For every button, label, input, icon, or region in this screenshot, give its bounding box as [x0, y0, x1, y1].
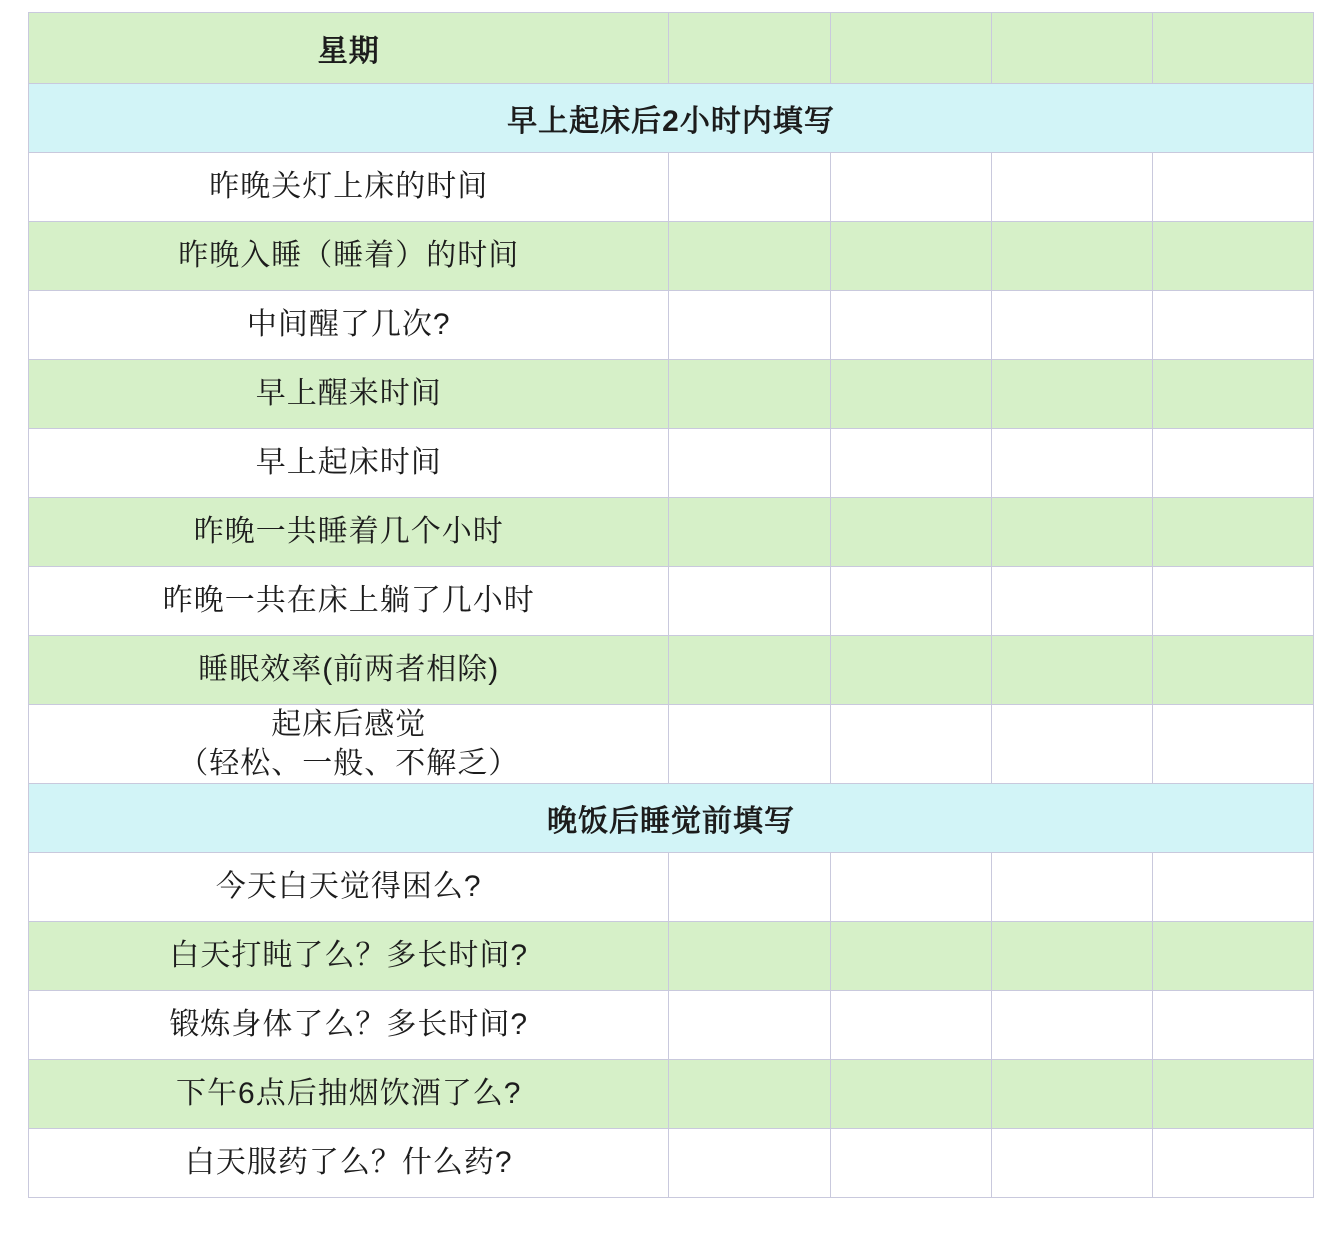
entry-cell[interactable]	[991, 429, 1152, 498]
entry-cell[interactable]	[830, 1060, 991, 1129]
table-row	[29, 360, 1314, 429]
section-banner-morning: 早上起床后2小时内填写	[29, 84, 1314, 153]
entry-cell[interactable]	[669, 636, 830, 705]
entry-cell[interactable]	[830, 705, 991, 784]
entry-cell[interactable]	[830, 567, 991, 636]
entry-cell[interactable]	[991, 291, 1152, 360]
row-label-daytime-sleepiness: 今天白天觉得困么?	[29, 853, 669, 922]
entry-cell[interactable]	[669, 153, 830, 222]
table-row	[29, 636, 1314, 705]
entry-cell[interactable]	[1152, 853, 1313, 922]
entry-cell[interactable]	[669, 1129, 830, 1198]
entry-cell[interactable]	[1152, 922, 1313, 991]
entry-cell[interactable]	[991, 153, 1152, 222]
table-row	[29, 429, 1314, 498]
entry-cell[interactable]	[830, 636, 991, 705]
entry-cell[interactable]	[1152, 222, 1313, 291]
entry-cell[interactable]	[669, 498, 830, 567]
entry-cell[interactable]	[991, 1060, 1152, 1129]
entry-cell[interactable]	[669, 922, 830, 991]
section-banner-evening: 晚饭后睡觉前填写	[29, 784, 1314, 853]
entry-cell[interactable]	[669, 360, 830, 429]
row-label-morning-wake-time: 早上醒来时间	[29, 360, 669, 429]
row-label-feeling-after-waking-line1: 起床后感觉	[271, 708, 427, 741]
entry-cell[interactable]	[991, 636, 1152, 705]
row-label-awakenings-count: 中间醒了几次?	[29, 291, 669, 360]
entry-cell[interactable]	[830, 498, 991, 567]
entry-cell[interactable]	[991, 222, 1152, 291]
table-row	[29, 291, 1314, 360]
entry-cell[interactable]	[991, 567, 1152, 636]
entry-cell[interactable]	[669, 429, 830, 498]
entry-cell[interactable]	[669, 1060, 830, 1129]
entry-cell[interactable]	[830, 153, 991, 222]
entry-cell[interactable]	[1152, 429, 1313, 498]
entry-cell[interactable]	[669, 991, 830, 1060]
entry-cell[interactable]	[830, 360, 991, 429]
header-day-cell-2[interactable]	[830, 13, 991, 84]
entry-cell[interactable]	[830, 222, 991, 291]
entry-cell[interactable]	[669, 222, 830, 291]
entry-cell[interactable]	[830, 991, 991, 1060]
entry-cell[interactable]	[1152, 291, 1313, 360]
entry-cell[interactable]	[1152, 153, 1313, 222]
entry-cell[interactable]	[1152, 705, 1313, 784]
entry-cell[interactable]	[669, 853, 830, 922]
section-banner-row-evening	[29, 784, 1314, 853]
table-row	[29, 153, 1314, 222]
row-label-sleep-efficiency: 睡眠效率(前两者相除)	[29, 636, 669, 705]
table-row	[29, 705, 1314, 784]
header-label-cell: 星期	[29, 13, 669, 84]
table-row	[29, 922, 1314, 991]
entry-cell[interactable]	[991, 705, 1152, 784]
row-label-fell-asleep-time: 昨晚入睡（睡着）的时间	[29, 222, 669, 291]
table-row	[29, 498, 1314, 567]
row-label-medication: 白天服药了么？什么药?	[29, 1129, 669, 1198]
row-label-exercise: 锻炼身体了么？多长时间?	[29, 991, 669, 1060]
table-header-row	[29, 13, 1314, 84]
row-label-daytime-nap: 白天打盹了么？多长时间?	[29, 922, 669, 991]
entry-cell[interactable]	[991, 360, 1152, 429]
table-row	[29, 853, 1314, 922]
entry-cell[interactable]	[991, 853, 1152, 922]
entry-cell[interactable]	[669, 291, 830, 360]
table-row	[29, 567, 1314, 636]
entry-cell[interactable]	[669, 567, 830, 636]
entry-cell[interactable]	[991, 498, 1152, 567]
entry-cell[interactable]	[830, 429, 991, 498]
header-day-cell-3[interactable]	[991, 13, 1152, 84]
sleep-diary-table	[28, 12, 1314, 1198]
entry-cell[interactable]	[1152, 567, 1313, 636]
entry-cell[interactable]	[1152, 1060, 1313, 1129]
entry-cell[interactable]	[1152, 498, 1313, 567]
header-day-cell-1[interactable]	[669, 13, 830, 84]
row-label-bedtime-lights-off: 昨晚关灯上床的时间	[29, 153, 669, 222]
header-day-cell-4[interactable]	[1152, 13, 1313, 84]
table-row	[29, 1129, 1314, 1198]
entry-cell[interactable]	[830, 922, 991, 991]
section-banner-row-morning	[29, 84, 1314, 153]
table-row	[29, 991, 1314, 1060]
row-label-smoking-drinking-after-6pm: 下午6点后抽烟饮酒了么?	[29, 1060, 669, 1129]
entry-cell[interactable]	[830, 1129, 991, 1198]
entry-cell[interactable]	[1152, 636, 1313, 705]
entry-cell[interactable]	[669, 705, 830, 784]
table-row	[29, 1060, 1314, 1129]
entry-cell[interactable]	[1152, 1129, 1313, 1198]
entry-cell[interactable]	[830, 853, 991, 922]
row-label-feeling-after-waking	[29, 705, 669, 784]
entry-cell[interactable]	[991, 991, 1152, 1060]
row-label-total-sleep-hours: 昨晚一共睡着几个小时	[29, 498, 669, 567]
entry-cell[interactable]	[830, 291, 991, 360]
entry-cell[interactable]	[1152, 991, 1313, 1060]
table-row	[29, 222, 1314, 291]
row-label-feeling-after-waking-line2: （轻松、一般、不解乏）	[178, 747, 520, 780]
entry-cell[interactable]	[1152, 360, 1313, 429]
entry-cell[interactable]	[991, 1129, 1152, 1198]
row-label-get-up-time: 早上起床时间	[29, 429, 669, 498]
entry-cell[interactable]	[991, 922, 1152, 991]
row-label-total-time-in-bed: 昨晚一共在床上躺了几小时	[29, 567, 669, 636]
